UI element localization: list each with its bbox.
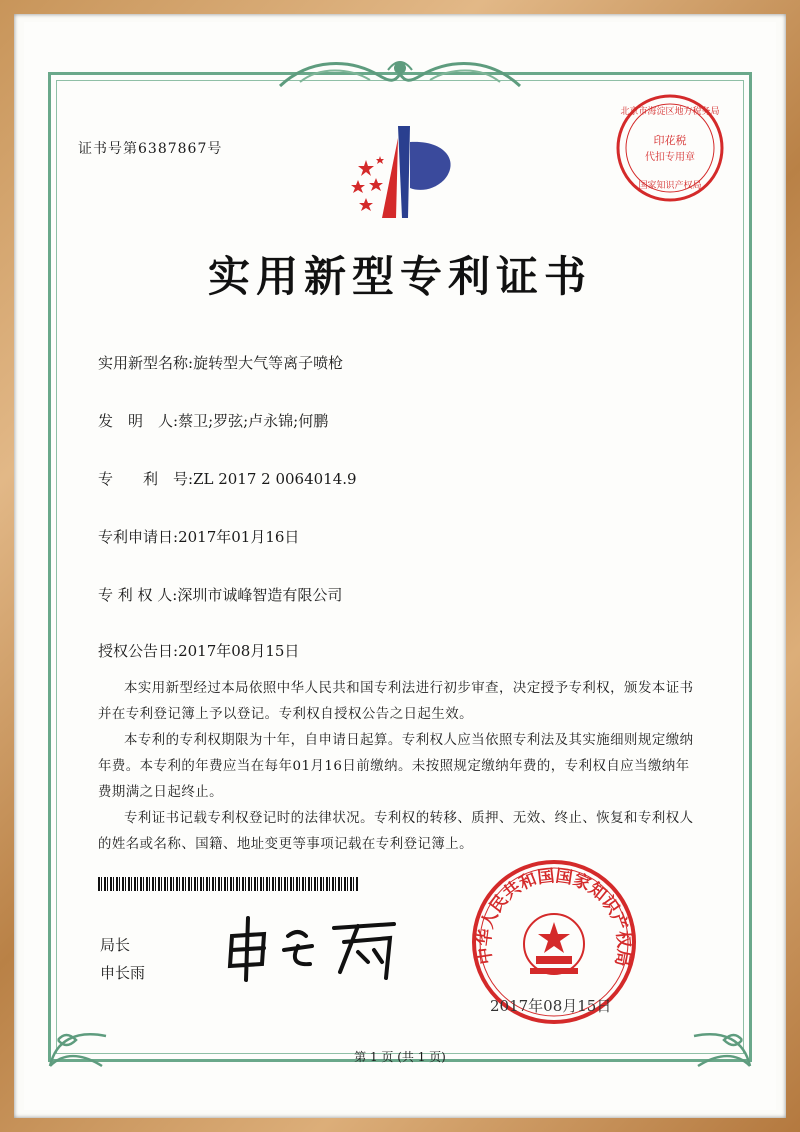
patent-office-logo-icon [336, 122, 466, 222]
field-value: 2017年08月15日 [178, 642, 300, 660]
barcode [98, 877, 358, 891]
page-indicator: 第 1 页 (共 1 页) [354, 1050, 446, 1064]
tax-stamp-seal [614, 92, 726, 204]
field-application-date [98, 526, 299, 547]
field-label: 专 利 号: [98, 470, 194, 488]
field-label: 授权公告日: [98, 642, 179, 660]
field-value: 旋转型大气等离子喷枪 [193, 354, 344, 372]
top-ornament-icon [270, 52, 530, 96]
field-grant-date [98, 640, 299, 661]
field-inventors [98, 410, 328, 431]
field-patent-number [98, 468, 357, 489]
signature-icon [218, 906, 408, 986]
svg-text:中华人民共和国国家知识产权局: 中华人民共和国国家知识产权局 [474, 866, 634, 968]
field-label: 专利申请日: [98, 528, 179, 546]
field-value: ZL 2017 2 0064014.9 [193, 470, 357, 488]
paragraph-legal-status: 专利证书记载专利权登记时的法律状况。专利权的转移、质押、无效、终止、恢复和专利权人的姓名或名称、国籍、地址变更等事项记载在专利登记簿上。 [98, 811, 694, 852]
field-value: 蔡卫;罗弦;卢永锦;何鹏 [178, 412, 329, 430]
paragraph-grant: 本实用新型经过本局依照中华人民共和国专利法进行初步审查，决定授予专利权，颁发本证书并在专利登记簿上予以登记。专利权自授权公告之日起生效。 [98, 681, 694, 722]
svg-text:代扣专用章: 代扣专用章 [645, 152, 695, 163]
field-utility-model-name [98, 352, 343, 373]
paragraph-term: 本专利的专利权期限为十年，自申请日起算。专利权人应当依照专利法及其实施细则规定缴纳年费。本专利的年费应当在每年01月16日前缴纳。未按照规定缴纳年费的，专利权自应当缴纳年费期满之日起终止。 [98, 733, 694, 800]
svg-text:印花税: 印花税 [653, 134, 687, 147]
field-value: 2017年01月16日 [178, 528, 300, 546]
issue-date: 2017年08月15日 [490, 997, 612, 1015]
certificate-number: 证书号第6387867号 [78, 141, 223, 157]
official-title: 局长 [100, 936, 131, 954]
field-patentee [98, 584, 342, 605]
field-value: 深圳市诚峰智造有限公司 [177, 586, 343, 604]
field-label: 专 利 权 人: [98, 586, 178, 604]
field-label: 发 明 人: [98, 412, 179, 430]
certificate-title: 实用新型专利证书 [207, 252, 592, 301]
svg-text:国家知识产权局: 国家知识产权局 [638, 181, 702, 191]
svg-text:北京市海淀区地方税务局: 北京市海淀区地方税务局 [620, 107, 720, 117]
official-name: 申长雨 [100, 964, 146, 982]
field-label: 实用新型名称: [98, 354, 194, 372]
